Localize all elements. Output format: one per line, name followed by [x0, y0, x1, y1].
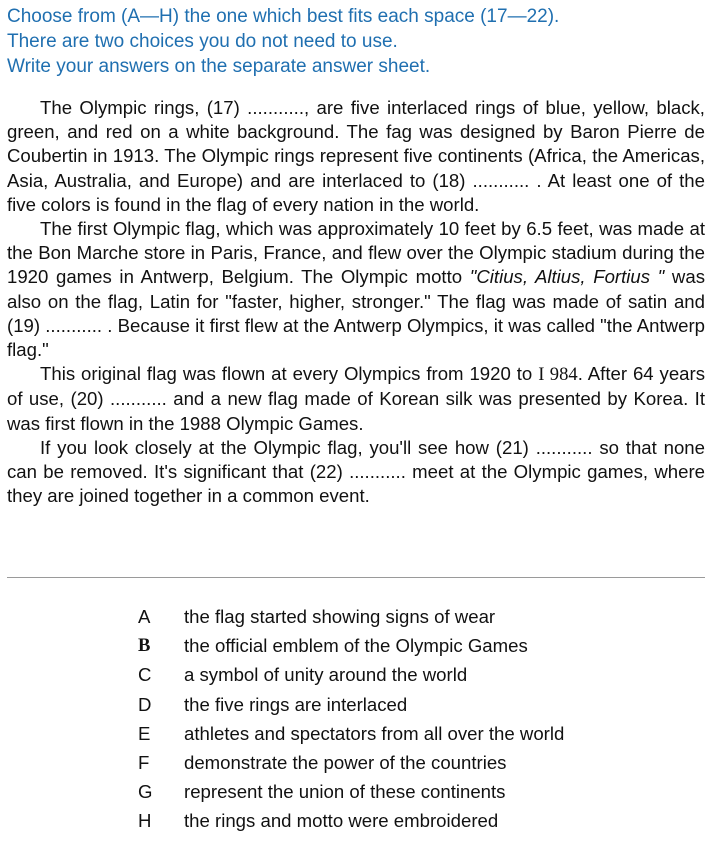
option-f [138, 748, 698, 777]
option-a [138, 602, 698, 631]
text: meet at the Olympic games, where they are joined together in a common event. [7, 461, 705, 507]
paragraph-4 [7, 436, 705, 509]
paragraph-2 [7, 217, 705, 362]
blank-20-dots: ........... [110, 388, 167, 410]
blank-17-label: (17) [206, 97, 240, 118]
text: The Olympic rings, [40, 97, 200, 118]
option-letter: G [138, 781, 153, 803]
option-text: the flag started showing signs of wear [184, 606, 496, 627]
option-letter: A [138, 606, 151, 627]
text: This original flag was flown at every Olympics from 1920 to [40, 363, 533, 385]
blank-22-dots: ........... [349, 461, 406, 483]
options-list [138, 602, 698, 836]
text: If you look closely at the Olympic flag, you'll see how [40, 436, 489, 458]
option-text: athletes and spectators from all over the world [184, 722, 565, 744]
instruction-line-2: There are two choices you do not need to use. [7, 31, 398, 52]
option-text: demonstrate the power of the countries [184, 752, 507, 774]
option-letter: H [138, 810, 152, 832]
blank-18-label: (18) [432, 169, 466, 191]
blank-21-label: (21) [495, 436, 529, 458]
text: The first Olympic flag, which was approximately 10 feet by 6.5 feet, was made at the Bon Marche store in Paris, France, and flew over the Olympic stadium during the 1920 games in Antwerp, Belgium. The Olympic motto [7, 218, 705, 288]
option-letter: D [138, 693, 152, 715]
text: and a new flag made of Korean silk was presented by Korea. It was first flown in the 1988 Olympic Games. [7, 388, 706, 434]
text: . At least one of the five colors is found in the flag of every nation in the world. [7, 169, 705, 215]
text: was also on the flag, Latin for "faster, higher, stronger." The flag was made of satin and [7, 266, 705, 312]
option-d [138, 690, 698, 719]
option-letter: F [138, 752, 150, 774]
text: . Because it first flew at the Antwerp Olympics, it was called "the Antwerp flag." [7, 314, 705, 361]
option-letter: B [138, 635, 151, 657]
blank-19-dots: ........... [45, 314, 103, 336]
option-letter: C [138, 664, 152, 686]
blank-19-label: (19) [7, 314, 41, 336]
option-text: the five rings are interlaced [184, 693, 408, 715]
instructions [7, 4, 712, 79]
paragraph-3 [7, 362, 705, 436]
blank-21-dots: ........... [535, 436, 593, 458]
blank-18-dots: ........... [472, 169, 530, 191]
blank-20-label: (20) [70, 388, 104, 410]
option-text: the rings and motto were embroidered [184, 810, 499, 832]
olympic-motto: "Citius, Altius, Fortius " [469, 266, 665, 288]
divider [7, 577, 705, 578]
option-c [138, 660, 698, 689]
option-text: the official emblem of the Olympic Games [184, 635, 528, 657]
blank-22-label: (22) [309, 461, 343, 483]
paragraph-1 [7, 96, 705, 217]
option-g [138, 777, 698, 806]
option-text: a symbol of unity around the world [184, 664, 468, 686]
instruction-line-3: Write your answers on the separate answer sheet. [7, 56, 431, 77]
option-b [138, 631, 698, 660]
text: so that none can be removed. It's significant that [7, 436, 705, 483]
text: . After 64 years of use, [7, 363, 706, 410]
text: , are five interlaced rings of blue, yellow, black, green, and red on a white background. The fag was designed by Baron Pierre de Coubertin in 1913. The Olympic rings represent five continents (Africa, the Americas, Asia, Australia, and Europe) and are interlaced to [7, 97, 705, 191]
passage [7, 96, 705, 508]
instruction-line-1: Choose from (A—H) the one which best fits each space (17—22). [7, 6, 560, 27]
option-letter: E [138, 722, 151, 744]
option-h [138, 806, 698, 835]
blank-17-dots: ........... [247, 97, 304, 118]
year-1984: I 984 [538, 364, 578, 386]
option-text: represent the union of these continents [184, 781, 506, 803]
option-e [138, 719, 698, 748]
